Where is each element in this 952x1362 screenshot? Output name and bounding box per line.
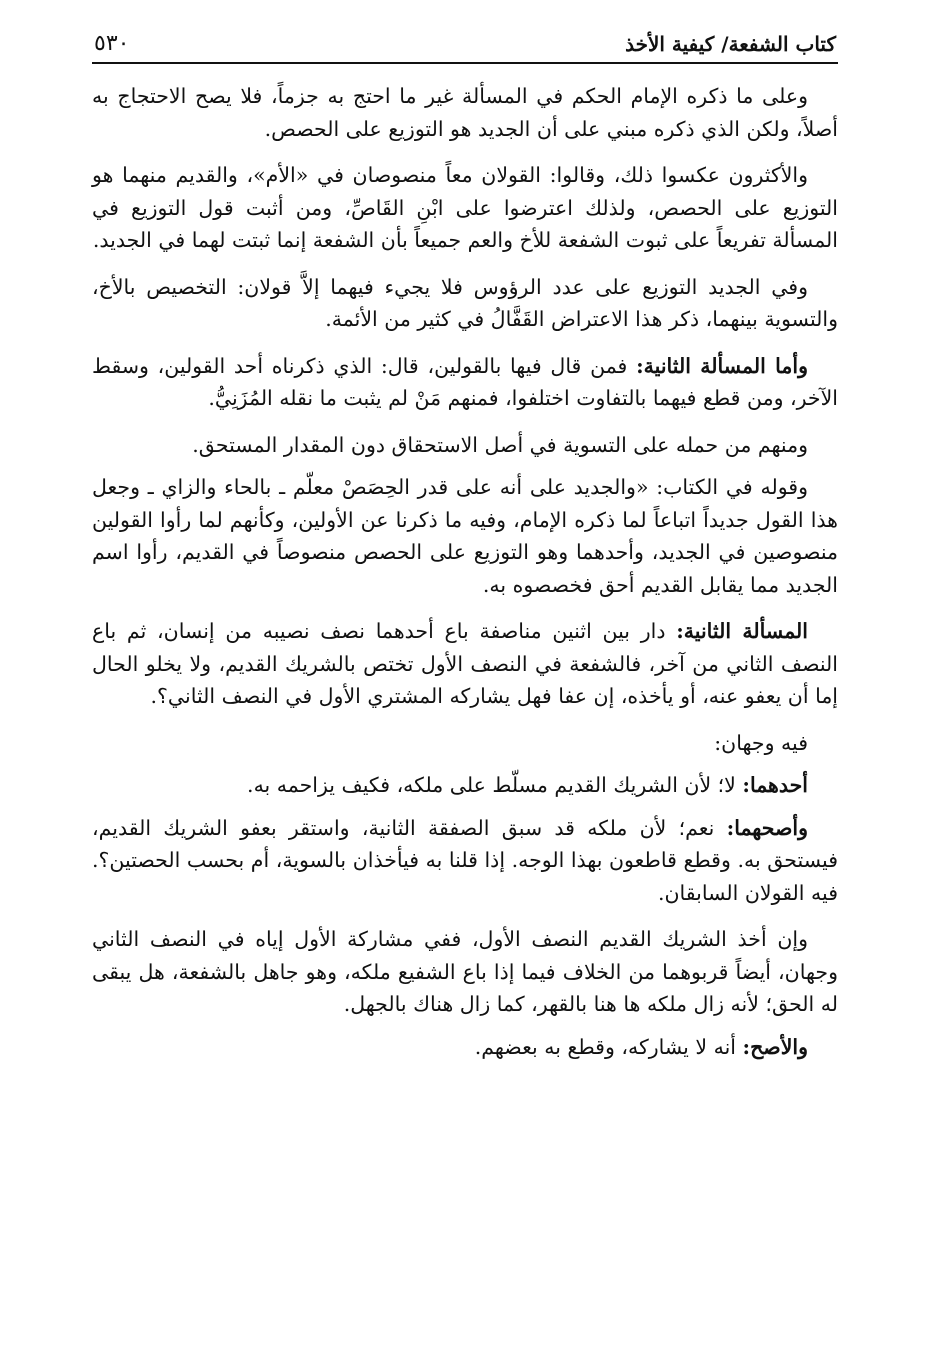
- paragraph: [92, 429, 838, 462]
- paragraph-lead: أحدهما:: [742, 773, 808, 797]
- book-page: [92, 18, 838, 1077]
- paragraph: [92, 471, 838, 601]
- paragraph-lead: وأما المسألة الثانية:: [636, 353, 808, 378]
- paragraph-text: ومنهم من حمله على التسوية في أصل الاستحقاق دون المقدار المستحق.: [192, 432, 808, 457]
- paragraph: [92, 769, 838, 802]
- paragraph-lead: والأصح:: [742, 1034, 808, 1059]
- paragraph-text: وفي الجديد التوزيع على عدد الرؤوس فلا يجيء فيهما إلاَّ قولان: التخصيص بالأخ، والتسوية بينهما، ذكر هذا الاعتراض القَفَّالُ في كثير من الأئمة.: [92, 274, 838, 331]
- paragraph-text: وإن أخذ الشريك القديم النصف الأول، ففي مشاركة الأول إياه في النصف الثاني وجهان، أيضاً قربوهما من الخلاف فيما إذا باع الشفيع ملكه، وهو جاهل بالشفعة، هل يبقى له الحق؛ لأنه زال ملكه ها هنا بالقهر، كما زال هناك بالجهل.: [92, 927, 838, 1016]
- header-rule: [92, 62, 838, 64]
- paragraph-text: وعلى ما ذكره الإمام الحكم في المسألة غير ما احتج به جزماً، فلا يصح الاحتجاج به أصلاً، ولكن الذي ذكره مبني على أن الجديد هو التوزيع على الحصص.: [92, 84, 838, 141]
- paragraph: [92, 1031, 838, 1064]
- paragraph-text: دار بين اثنين مناصفة باع أحدهما نصف نصيبه من إنسان، ثم باع النصف الثاني من آخر، فالشفعة في النصف الأول تختص بالشريك القديم، ولا يخلو الحال إما أن يعفو عنه، أو يأخذه، إن عفا فهل يشاركه المشتري الأول في النصف الثاني؟.: [92, 619, 838, 708]
- paragraph: [92, 727, 838, 760]
- body-text: [92, 80, 838, 1063]
- paragraph: [92, 271, 838, 336]
- paragraph-text: والأكثرون عكسوا ذلك، وقالوا: القولان معاً منصوصان في «الأم»، والقديم منهما هو التوزيع على الحصص، ولذلك اعترضوا على ابْنِ القَاصِّ، ومن أثبت قول التوزيع في المسألة تفريعاً على ثبوت الشفعة للأخ والعم جميعاً بأن الشفعة إنما ثبتت لهما في الجديد.: [92, 163, 838, 252]
- paragraph-text: فيه وجهان:: [714, 730, 808, 755]
- paragraph-text: لا؛ لأن الشريك القديم مسلّط على ملكه، فكيف يزاحمه به.: [247, 773, 743, 797]
- paragraph: [92, 923, 838, 1021]
- paragraph-lead: المسألة الثانية:: [676, 619, 808, 643]
- paragraph-text: وقوله في الكتاب: «والجديد على أنه على قدر الحِصَصْ معلّم ـ بالحاء والزاي ـ وجعل هذا القول جديداً اتباعاً لما ذكره الإمام، وفيه ما ذكرنا عن الأولين، وكأنهم لما رأوا القولين منصوصين في الجديد، وأحدهما وهو التوزيع على الحصص منصوصاً في القديم، رأوا اسم الجديد مما يقابل القديم أحق فخصصوه به.: [92, 475, 838, 597]
- paragraph: [92, 80, 838, 145]
- paragraph-text: أنه لا يشاركه، وقطع به بعضهم.: [474, 1034, 743, 1059]
- running-head-title: كتاب الشفعة/ كيفية الأخذ: [625, 32, 836, 56]
- paragraph-text: نعم؛ لأن ملكه قد سبق الصفقة الثانية، واستقر بعفو الشريك القديم، فيستحق به. وقطع قاطعون بهذا الوجه. إذا قلنا به فيأخذان بالسوية، أم بحسب الحصتين؟. فيه القولان السابقان.: [92, 815, 838, 905]
- page-number: ٥٣٠: [94, 31, 130, 56]
- paragraph: [92, 615, 838, 713]
- paragraph: [92, 350, 838, 415]
- paragraph: [92, 812, 838, 910]
- paragraph-text: فمن قال فيها بالقولين، قال: الذي ذكرناه أحد القولين، وسقط الآخر، ومن قطع فيهما بالتفاوت اختلفوا، فمنهم مَنْ لم يثبت ما نقله المُزَنِيُّ.: [92, 353, 838, 410]
- paragraph-lead: وأصحهما:: [726, 815, 808, 840]
- running-head: [92, 18, 838, 60]
- paragraph: [92, 159, 838, 257]
